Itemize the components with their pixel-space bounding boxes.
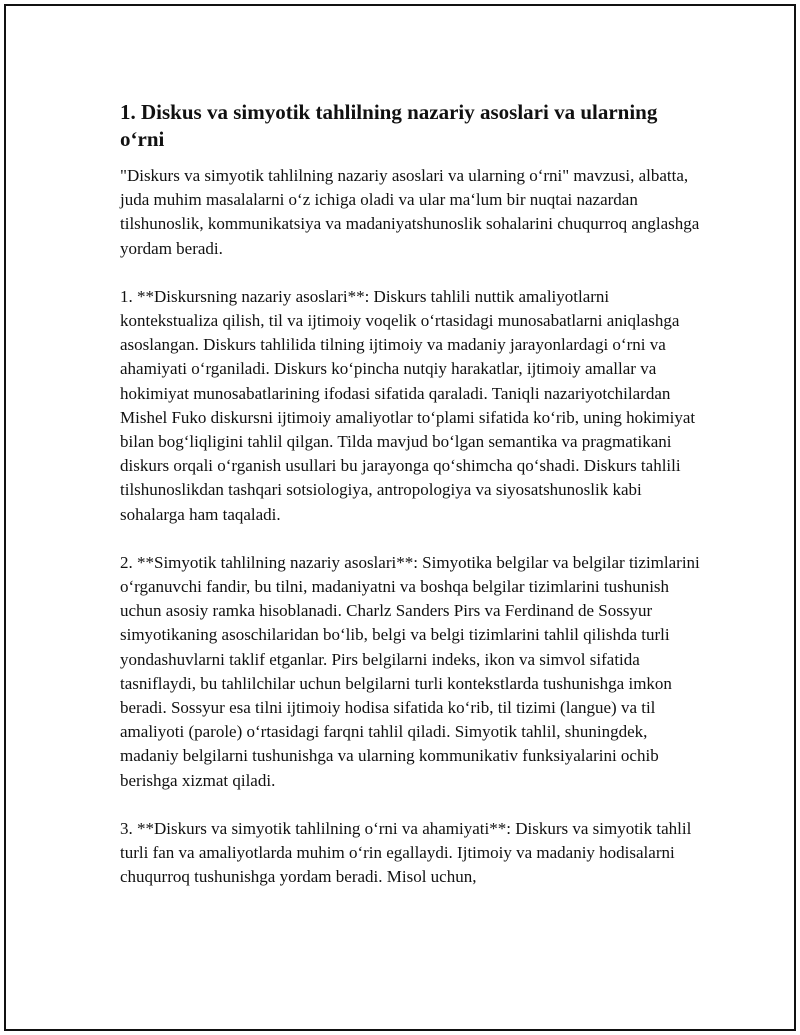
document-content	[120, 99, 700, 913]
intro-paragraph: "Diskurs va simyotik tahlilning nazariy asoslari va ularning o‘rni" mavzusi, albatta, juda muhim masalalarni o‘z ichiga oladi va ular ma‘lum bir nuqtai nazardan tilshunoslik, kommunikatsiya va madaniyatshunoslik sohalarini chuqurroq anglashga yordam beradi.	[120, 166, 700, 258]
semiotic-theory-paragraph: 2. **Simyotik tahlilning nazariy asoslari**: Simyotika belgilar va belgilar tizimlarini o‘rganuvchi fandir, bu tilni, madaniyatni va boshqa belgilar tizimlarini tushunish uchun asosiy ramka hisoblanadi. Charlz Sanders Pirs va Ferdinand de Sossyur simyotikaning asoschilaridan bo‘lib, belgi va belgi tizimlarini tahlil qilishda turli yondashuvlarni taklif etganlar. Pirs belgilarni indeks, ikon va simvol sifatida tasniflaydi, bu tahlilchilar uchun belgilarni turli kontekstlarda tushunishga imkon beradi. Sossyur esa tilni ijtimoiy hodisa sifatida ko‘rib, til tizimi (langue) va til amaliyoti (parole) o‘rtasidagi farqni tahlil qiladi. Simyotik tahlil, shuningdek, madaniy belgilarni tushunishga va ularning kommunikativ funksiyalarini ochib berishga xizmat qiladi.	[120, 552, 700, 790]
discourse-theory-paragraph: 1. **Diskursning nazariy asoslari**: Diskurs tahlili nuttik amaliyotlarni kontekstualiza qilish, til va ijtimoiy voqelik o‘rtasidagi munosabatlarni aniqlashga asoslangan. Diskurs tahlilida tilning ijtimoiy va madaniy jarayonlardagi o‘rni va ahamiyati o‘rganiladi. Diskurs ko‘pincha nutqiy harakatlar, ijtimoiy amallar va hokimiyat munosabatlarining ifodasi sifatida qaraladi. Taniqli nazariyotchilardan Mishel Fuko diskursni ijtimoiy amaliyotlar to‘plami sifatida ko‘rib, uning hokimiyat bilan bog‘liqligini tahlil qilgan. Tilda mavjud bo‘lgan semantika va pragmatikani diskurs orqali o‘rganish usullari bu jarayonga qo‘shimcha qo‘shadi. Diskurs tahlili tilshunoslikdan tashqari sotsiologiya, antropologiya va siyosatshunoslik kabi sohalarga ham taqaladi.	[120, 286, 696, 524]
document-title: 1. Diskus va simyotik tahlilning nazariy asoslari va ularning o‘rni	[120, 100, 658, 151]
role-importance-paragraph: 3. **Diskurs va simyotik tahlilning o‘rni va ahamiyati**: Diskurs va simyotik tahlil turli fan va amaliyotlarda muhim o‘rin egallaydi. Ijtimoiy va madaniy hodisalarni chuqurroq tushunishga yordam beradi. Misol uchun,	[120, 818, 692, 887]
document-page	[4, 4, 796, 1031]
